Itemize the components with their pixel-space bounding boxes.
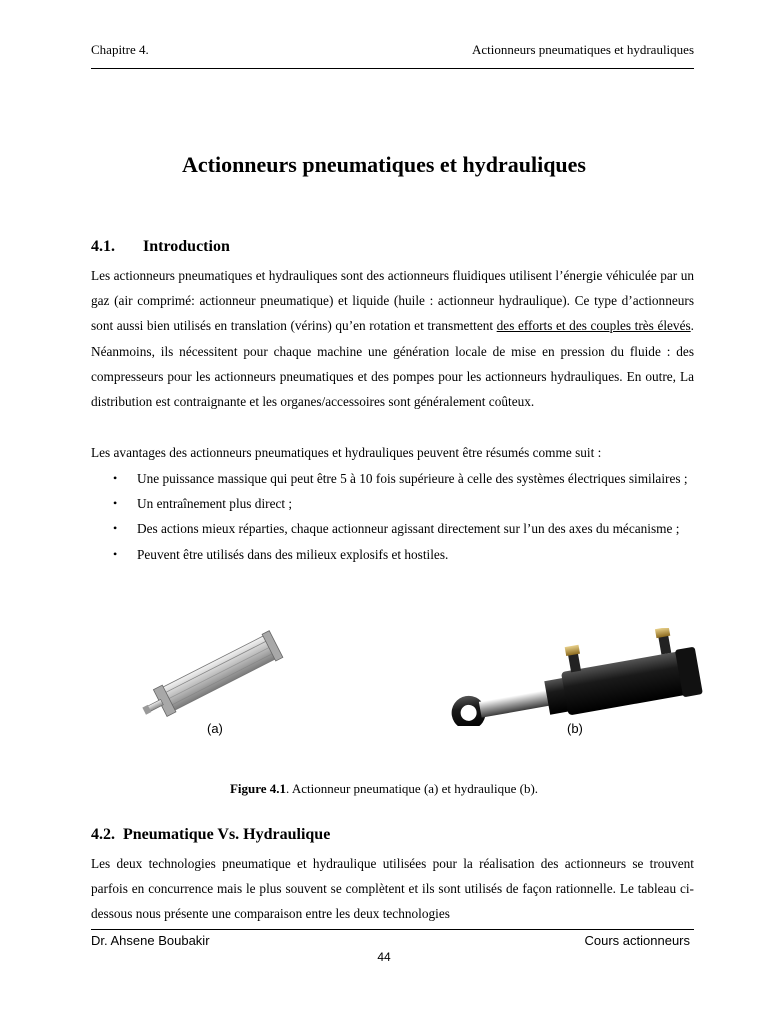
section-heading-pneumatic-vs-hydraulic [91, 826, 330, 844]
figure-caption-label: Figure 4.1 [229, 781, 287, 796]
header-chapter: Chapitre 4. [91, 42, 149, 57]
advantages-list [91, 466, 694, 567]
page-header [91, 42, 694, 64]
list-item: • Peuvent être utilisés dans des milieux explosifs et hostiles. [91, 542, 694, 567]
section-number: 4.1. [91, 238, 115, 255]
hydraulic-actuator-image [440, 628, 708, 726]
intro-paragraph [91, 263, 694, 414]
footer-course: Cours actionneurs [584, 933, 690, 948]
section-number: 4.2. [91, 826, 115, 843]
page-number: 44 [377, 950, 391, 964]
intro-underlined-text: des efforts et des couples très élevés [496, 318, 691, 334]
list-item: • Une puissance massique qui peut être 5 à 10 fois supérieure à celle des systèmes électriques similaires ; [91, 466, 694, 491]
list-item: • Un entraînement plus direct ; [91, 491, 694, 516]
page-title: Actionneurs pneumatiques et hydrauliques [181, 152, 586, 177]
section-heading-introduction [91, 238, 230, 256]
intro-text-b: . Néanmoins, ils nécessitent pour chaque machine une génération locale de mise en pression du fluide : des compresseurs pour les actionneurs pneumatiques et des pompes pour les actionneurs hydrauliques. En outre, La distribution est contraignante et les organes/accessoires sont généralement coûteux. [91, 318, 694, 410]
figure-caption [0, 781, 768, 797]
list-item: • Des actions mieux réparties, chaque actionneur agissant directement sur l’un des axes du mécanisme ; [91, 516, 694, 541]
intro-text-a: Les actionneurs pneumatiques et hydrauliques sont des actionneurs fluidiques utilisent l’énergie véhiculée par un gaz (air comprimé: actionneur pneumatique) et liquide (huile : actionneur hydraulique). Ce type d’actionneurs sont aussi bien utilisés en translation (vérins) qu’en rotation et transmettent [91, 268, 694, 334]
header-running-title: Actionneurs pneumatiques et hydrauliques [471, 42, 694, 57]
pneumatic-cylinder-icon [135, 628, 295, 720]
section-title: Pneumatique Vs. Hydraulique [123, 826, 331, 843]
figure-caption-text: . Actionneur pneumatique (a) et hydraulique (b). [286, 781, 539, 796]
comparison-paragraph: Les deux technologies pneumatique et hydraulique utilisées pour la réalisation des actionneurs se trouvent parfois en concurrence mais le plus souvent se complètent et ils sont utilisés de façon rationnelle. Le tableau ci-dessous nous présente une comparaison entre les deux technologies [91, 856, 694, 922]
figure-label-a: (a) [207, 721, 223, 736]
pneumatic-actuator-image [135, 628, 295, 720]
advantages-intro: Les avantages des actionneurs pneumatiques et hydrauliques peuvent être résumés comme suit : [91, 445, 602, 460]
hydraulic-cylinder-icon [440, 628, 708, 726]
footer-rule [91, 929, 694, 930]
section-title: Introduction [143, 238, 230, 255]
figure-label-b: (b) [567, 721, 583, 736]
footer-author: Dr. Ahsene Boubakir [91, 933, 210, 948]
header-rule [91, 68, 694, 69]
